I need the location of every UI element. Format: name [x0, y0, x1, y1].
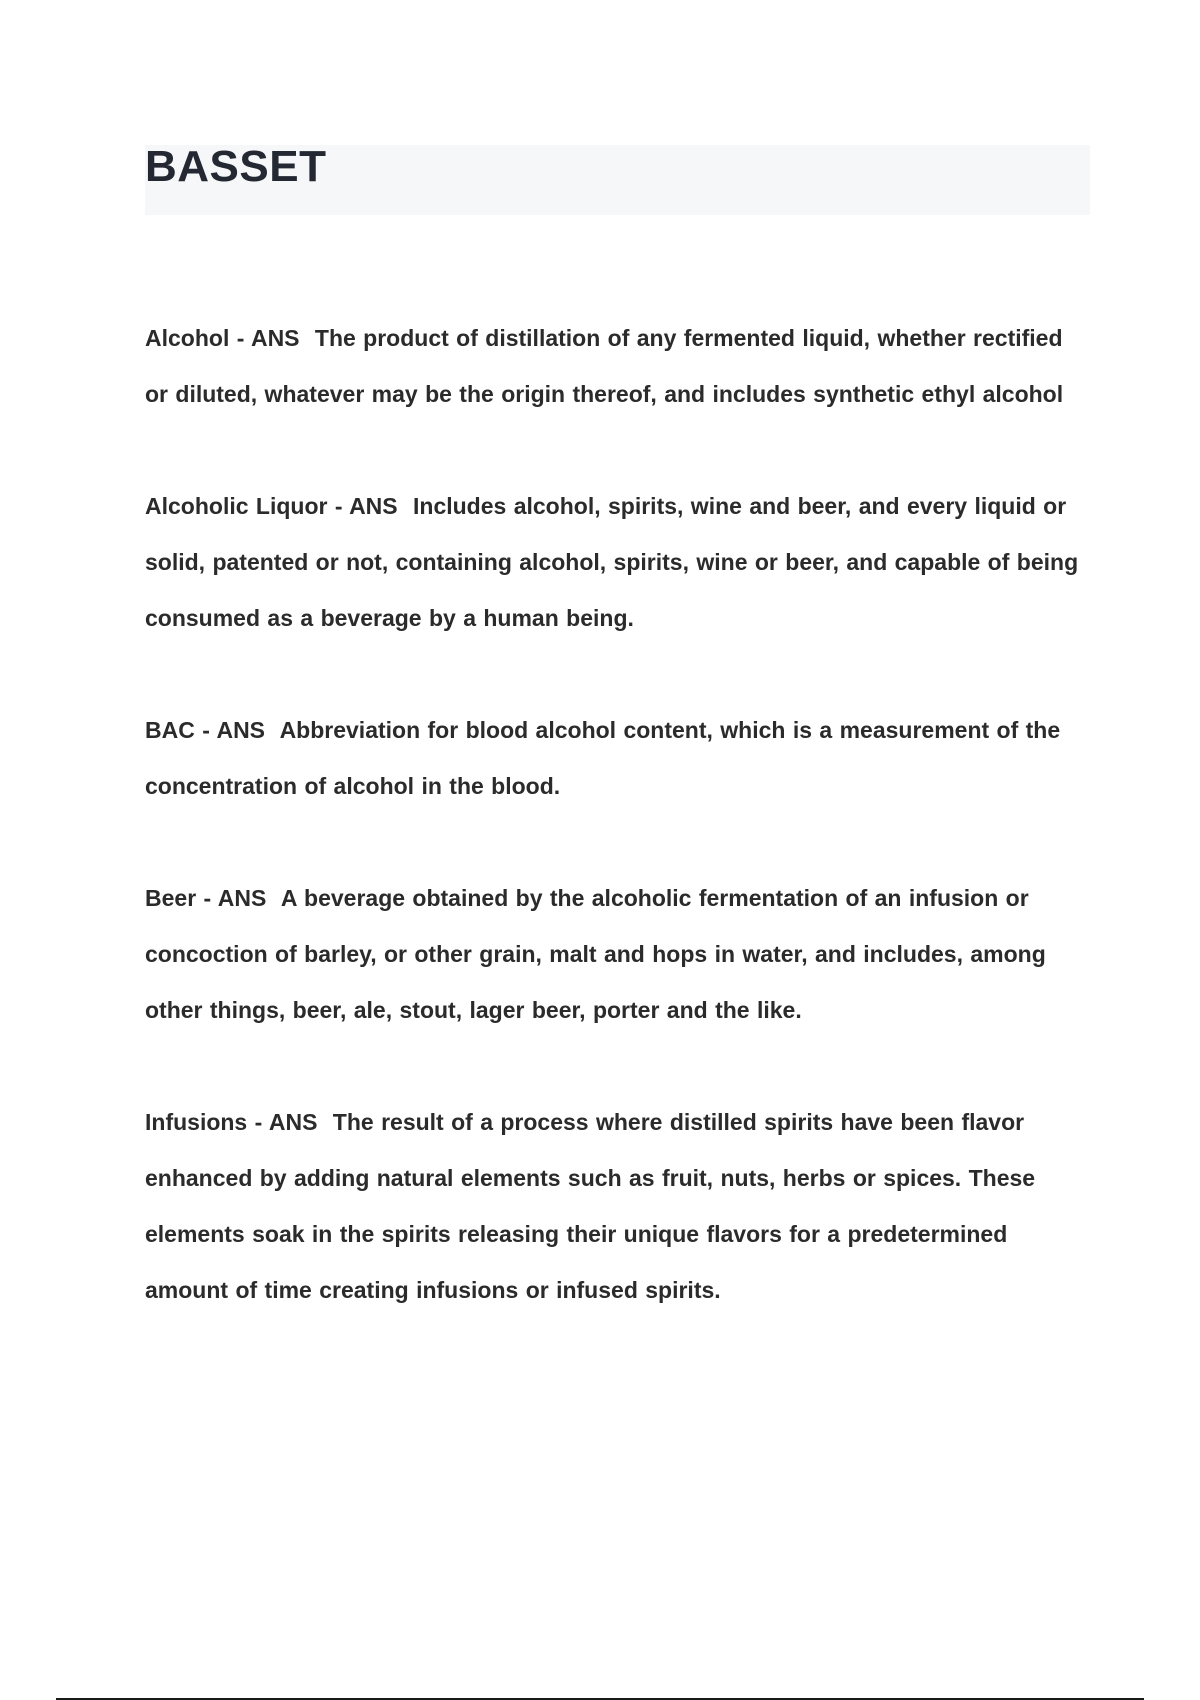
entry-definition: Abbreviation for blood alcohol content, which is a measurement of the concentration of alcohol in the blood.: [145, 717, 1061, 799]
definition-list: [145, 310, 1090, 1374]
definition-entry-infusions: [145, 1094, 1090, 1318]
entry-term: BAC: [145, 717, 195, 743]
entry-term: Beer: [145, 885, 197, 911]
entry-separator: -: [254, 1109, 263, 1135]
entry-answer-marker: ANS: [217, 885, 267, 911]
definition-entry-alcohol: [145, 310, 1090, 422]
entry-term: Alcohol: [145, 325, 230, 351]
entry-term: Infusions: [145, 1109, 248, 1135]
entry-answer-marker: ANS: [250, 325, 300, 351]
entry-separator: -: [236, 325, 245, 351]
entry-definition: The product of distillation of any fermented liquid, whether rectified or diluted, whatever may be the origin thereof, and includes synthetic ethyl alcohol: [145, 325, 1064, 407]
entry-answer-marker: ANS: [349, 493, 398, 519]
entry-definition: Includes alcohol, spirits, wine and beer, and every liquid or solid, patented or not, containing alcohol, spirits, wine or beer, and capable of being consumed as a beverage by a human being.: [145, 493, 1079, 631]
definition-entry-bac: [145, 702, 1090, 814]
definition-entry-alcoholic-liquor: [145, 478, 1090, 646]
title-banner: [145, 142, 1090, 215]
entry-separator: -: [203, 885, 212, 911]
entry-answer-marker: ANS: [268, 1109, 318, 1135]
entry-separator: -: [202, 717, 210, 743]
entry-answer-marker: ANS: [216, 717, 266, 743]
definition-entry-beer: [145, 870, 1090, 1038]
entry-term: Alcoholic Liquor: [145, 493, 328, 519]
entry-separator: -: [334, 493, 343, 519]
entry-definition: A beverage obtained by the alcoholic fermentation of an infusion or concoction of barley, or other grain, malt and hops in water, and includes, among other things, beer, ale, stout, lager beer, porter and the like.: [145, 885, 1046, 1023]
page-title: BASSET: [145, 142, 327, 191]
entry-definition: The result of a process where distilled spirits have been flavor enhanced by adding natural elements such as fruit, nuts, herbs or spices. These elements soak in the spirits releasing their unique flavors for a predetermined amount of time creating infusions or infused spirits.: [145, 1109, 1036, 1303]
